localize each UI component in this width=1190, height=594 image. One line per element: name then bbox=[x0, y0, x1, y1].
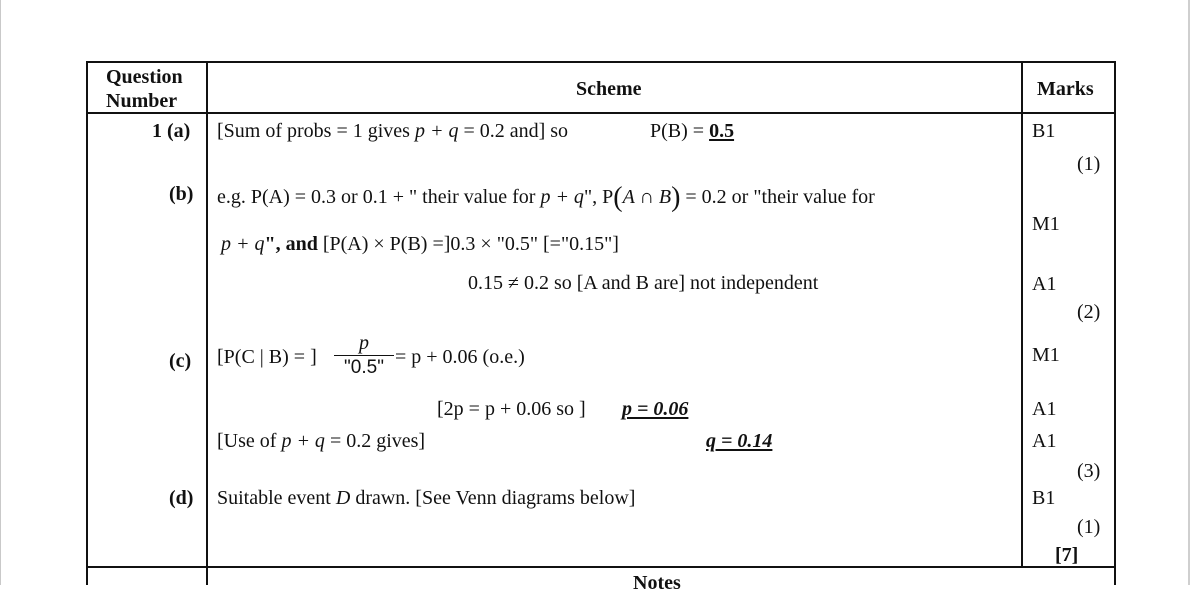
scheme-1a-text bbox=[217, 120, 568, 142]
mark-1c-a1-second: A1 bbox=[1032, 430, 1057, 452]
table-right-border bbox=[1114, 61, 1116, 585]
scheme-1c-line3-end: = 0.2 gives] bbox=[324, 430, 426, 452]
scheme-1d-start: Suitable event bbox=[217, 487, 336, 509]
scheme-1c-line3-expr: p + q bbox=[281, 430, 325, 452]
scheme-1b-line2 bbox=[221, 233, 619, 255]
total-1c: (3) bbox=[1077, 460, 1101, 482]
table-notes-divider bbox=[86, 566, 1116, 568]
scheme-1b-line1-mid: ", P bbox=[583, 186, 614, 208]
paren-close: ) bbox=[671, 182, 681, 213]
fraction-numerator: p bbox=[359, 332, 369, 354]
notes-heading: Notes bbox=[633, 572, 681, 594]
scheme-1c-line2 bbox=[437, 398, 586, 420]
mark-1d: B1 bbox=[1032, 487, 1056, 509]
scheme-1d-text bbox=[217, 487, 635, 509]
header-question-label: Question bbox=[106, 66, 183, 88]
total-1d: (1) bbox=[1077, 516, 1101, 538]
scheme-1b-line1-expr: p + q bbox=[540, 186, 584, 208]
table-col-divider-1 bbox=[206, 61, 208, 585]
table-col-divider-2 bbox=[1021, 61, 1023, 568]
table-left-border bbox=[86, 61, 88, 585]
scheme-1a-answer bbox=[650, 120, 734, 142]
question-label-1d: (d) bbox=[169, 487, 194, 509]
scheme-1c-line3-start: [Use of bbox=[217, 430, 282, 452]
scheme-1b-line2-expr: p + q bbox=[221, 233, 265, 255]
scheme-1c-rhs: = p + 0.06 (o.e.) bbox=[395, 346, 525, 368]
header-marks: Marks bbox=[1037, 78, 1094, 100]
scheme-1b-line1-intersection: A ∩ B bbox=[622, 186, 672, 208]
scheme-1a-expr: p + q bbox=[414, 120, 459, 142]
scheme-1d-end: drawn. [See Venn diagrams below] bbox=[350, 487, 636, 509]
total-1a: (1) bbox=[1077, 153, 1101, 175]
fraction-denominator: "0.5" bbox=[344, 357, 384, 378]
mark-1b-a1: A1 bbox=[1032, 273, 1057, 295]
grand-total: [7] bbox=[1055, 544, 1079, 566]
scheme-1a-answer-prefix: P(B) = bbox=[650, 120, 710, 142]
mark-1c-m1: M1 bbox=[1032, 344, 1060, 366]
scheme-1b-line1 bbox=[217, 182, 875, 213]
scheme-1c-lhs: [P(C | B) = ] bbox=[217, 346, 317, 368]
mark-1b-m1: M1 bbox=[1032, 213, 1060, 235]
scheme-1c-fraction bbox=[334, 332, 394, 378]
scheme-1b-line1-end: = 0.2 or "their value for bbox=[680, 186, 875, 208]
scheme-1d-var: D bbox=[335, 487, 351, 509]
scheme-1a-start: [Sum of probs = 1 gives bbox=[217, 120, 415, 142]
scheme-1b-line2-and: ", and bbox=[264, 233, 318, 255]
question-label-1b: (b) bbox=[169, 183, 194, 205]
scheme-1c-answer-p: p = 0.06 bbox=[622, 398, 689, 420]
scheme-1a-end: = 0.2 and] so bbox=[458, 120, 569, 142]
mark-1a: B1 bbox=[1032, 120, 1056, 142]
scheme-1b-line3: 0.15 ≠ 0.2 so [A and B are] not independent bbox=[468, 272, 819, 294]
scheme-1c-answer-q: q = 0.14 bbox=[706, 430, 773, 452]
paren-open: ( bbox=[613, 182, 623, 213]
mark-1c-a1-first: A1 bbox=[1032, 398, 1057, 420]
total-1b: (2) bbox=[1077, 301, 1101, 323]
table-header-divider bbox=[86, 112, 1116, 114]
header-scheme: Scheme bbox=[576, 78, 642, 100]
scheme-1c-line3 bbox=[217, 430, 425, 452]
question-label-1a: 1 (a) bbox=[152, 120, 191, 142]
table-top-border bbox=[86, 61, 1116, 63]
question-label-1c: (c) bbox=[169, 350, 192, 372]
header-question-number bbox=[106, 65, 183, 113]
header-number-label: Number bbox=[106, 90, 178, 112]
fraction-bar bbox=[334, 355, 394, 356]
scheme-1a-answer-value: 0.5 bbox=[709, 120, 735, 142]
scheme-1c-line2-start: [2p = p + 0.06 so ] bbox=[437, 398, 586, 420]
scheme-1b-line1-start: e.g. P(A) = 0.3 or 0.1 + " their value for bbox=[217, 186, 541, 208]
scheme-1b-line2-end: [P(A) × P(B) =]0.3 × "0.5" [="0.15"] bbox=[317, 233, 619, 255]
